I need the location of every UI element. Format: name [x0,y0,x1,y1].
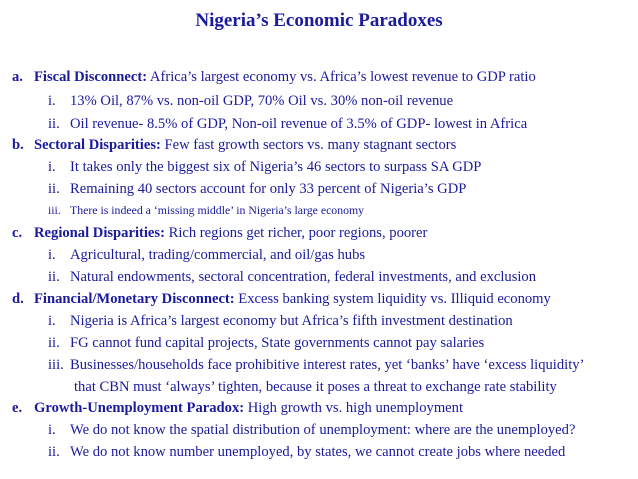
list-item [48,180,466,199]
item-text: Businesses/households face prohibitive interest rates, yet ‘banks’ have ‘excess liquidity’ [70,357,585,373]
section-heading: Growth-Unemployment Paradox: [34,400,245,416]
section-text: Excess banking system liquidity vs. Illiquid economy [234,291,551,307]
item-text: Remaining 40 sectors account for only 33 percent of Nigeria’s GDP [70,181,467,197]
item-text: We do not know the spatial distribution of unemployment: where are the unemployed? [70,422,576,438]
item-text: Agricultural, trading/commercial, and oil/gas hubs [70,247,366,263]
item-marker: i. [48,422,56,438]
section-marker: d. [12,291,24,307]
section-heading: Financial/Monetary Disconnect: [34,291,235,307]
list-item [48,421,575,440]
item-text: Natural endowments, sectoral concentration, federal investments, and exclusion [70,269,537,285]
section-marker: e. [12,400,23,416]
item-marker: ii. [48,269,60,285]
section-d-heading [12,290,551,309]
section-text: Few fast growth sectors vs. many stagnant sectors [160,137,457,153]
section-text: High growth vs. high unemployment [244,400,464,416]
item-text: Oil revenue- 8.5% of GDP, Non-oil revenue of 3.5% of GDP- lowest in Africa [70,116,528,132]
section-marker: c. [12,225,23,241]
item-marker: iii. [48,357,64,373]
item-text: We do not know number unemployed, by states, we cannot create jobs where needed [70,444,566,460]
item-marker: ii. [48,116,60,132]
item-marker: i. [48,313,56,329]
item-text: There is indeed a ‘missing middle’ in Nigeria’s large economy [70,203,365,217]
section-heading: Sectoral Disparities: [34,137,161,153]
section-text: Africa’s largest economy vs. Africa’s lowest revenue to GDP ratio [147,69,536,85]
section-marker: a. [12,69,23,85]
list-item [48,158,481,177]
list-item [48,443,565,462]
list-item [48,201,364,220]
item-text: 13% Oil, 87% vs. non-oil GDP, 70% Oil vs. 30% non-oil revenue [70,93,454,109]
item-marker: ii. [48,444,60,460]
item-text: It takes only the biggest six of Nigeria’s 46 sectors to surpass SA GDP [70,159,482,175]
item-marker: i. [48,159,56,175]
item-marker: i. [48,93,56,109]
item-text: FG cannot fund capital projects, State governments cannot pay salaries [70,335,485,351]
list-item-continuation: that CBN must ‘always’ tighten, because it poses a threat to exchange rate stability [74,379,557,395]
section-a-heading [12,68,536,87]
item-marker: iii. [48,203,61,217]
item-text: Nigeria is Africa’s largest economy but Africa’s fifth investment destination [70,313,513,329]
section-heading: Regional Disparities: [34,225,165,241]
list-item [48,246,365,265]
section-heading: Fiscal Disconnect: [34,69,148,85]
list-item [48,115,527,134]
page-title: Nigeria’s Economic Paradoxes [195,10,443,31]
list-item [48,334,484,353]
item-marker: ii. [48,335,60,351]
list-item [48,312,513,331]
section-e-heading [12,399,463,418]
item-marker: i. [48,247,56,263]
section-c-heading [12,224,427,243]
list-item [48,356,584,375]
list-item [48,92,453,111]
item-marker: ii. [48,181,60,197]
section-b-heading [12,136,456,155]
list-item [48,268,536,287]
section-marker: b. [12,137,24,153]
section-text: Rich regions get richer, poor regions, poorer [164,225,428,241]
